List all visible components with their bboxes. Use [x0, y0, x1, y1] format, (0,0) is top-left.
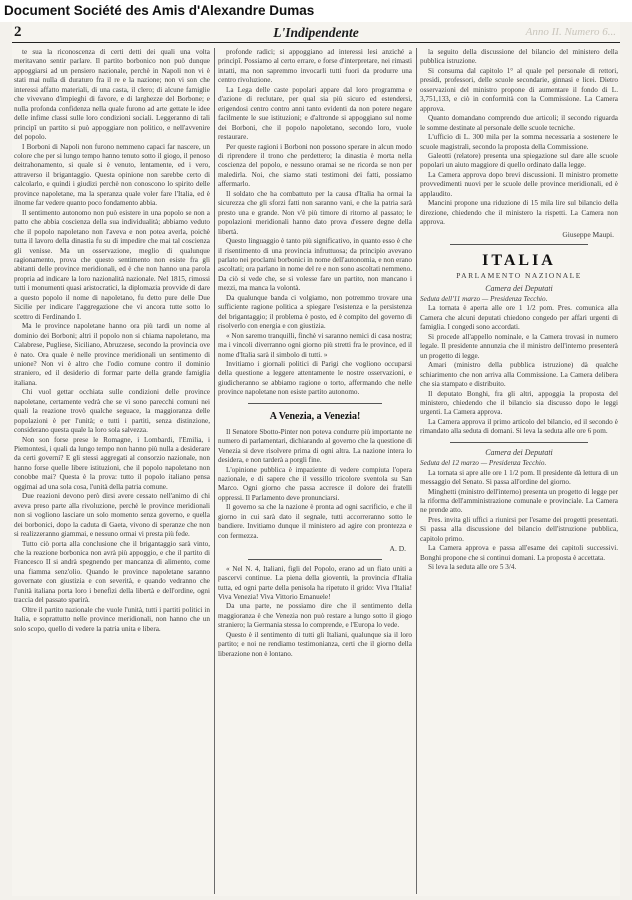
section-subtitle: PARLAMENTO NAZIONALE [456, 271, 582, 281]
col2-paragraph: profonde radici; si appoggiano ad interessi lesi anziché a principî. Possiamo al certo errare, e forse d'interpretare, nei rimasti intatti, ma non sapremmo invocarli tutti fuori da produrre una centro rivoluzione. [218, 48, 412, 85]
sitting-paragraph: Si procede all'appello nominale, e la Camera trovasi in numero legale. Il presidente annunzia che il ministro dell'interno presenterà un progetto di legge. [420, 332, 618, 360]
masthead [12, 24, 620, 43]
col2-paragraph: La Lega delle caste popolari appare dal loro programma e d'azione di reclutare, per qual sia più sicuro ed estendersi, erigendosi centro contro anni tanto evidenti da non potere negare facilmente le sue istituzioni; e d'altronde si appoggiano sul nome dei Borboni, che il popolo napoletano, secondo loro, vuole restaurare. [218, 85, 412, 142]
column-rule-2 [416, 48, 417, 894]
col2-paragraph: Invitiamo i giornali politici di Parigi che vogliono occuparsi della questione a leggere attentamente le nostre osservazioni, e giudicheranno se abbiamo ragione o torto, affermando che nelle province napoletane non esiste partito autonomo. [218, 359, 412, 397]
column-2 [218, 48, 412, 894]
article-paragraph: L'opinione pubblica è impaziente di vedere compiuta l'opera nazionale, e di sapere che il vessillo tricolore sventola su San Marco. Ogni giorno che passa accresce il dolore dei fratelli oppressi. Il Parlamento deve pronunciarsi. [218, 465, 412, 502]
col1-paragraph: Tutto ciò porta alla conclusione che il brigantaggio sarà vinto, che la reazione borbonica non avrà più appoggio, e che il partito di Francesco II si andrà spegnendo per mancanza di alimento, come una fiamma senz'olio. Quando le province napoletane saranno governate con giustizia e con severità, e quando vedranno che l'unità italiana porta loro i benefizi della libertà e dell'ordine, ogni traccia del passato sparirà. [14, 539, 210, 605]
col1-paragraph: I Borboni di Napoli non furono nemmeno capaci far nascere, un colore che per si lungo tempo hanno tenuto sotto il giogo, il penoso deitrahonamento, si quale si è venuto, lentamente, ed i vero, attraverso il brigantaggio. Questa opinione non sarebbe certo di calcolarlo, e quindi i giudizi perchè non conoscono lo spirito delle province napoletane, ma la speranza quale voler fare l'Italia, ed è ilnome far vedere quanto poco fondamento abbia. [14, 142, 210, 208]
page-number: 2 [14, 24, 22, 40]
article-headline: A Venezia, a Venezia! [269, 410, 361, 422]
sitting-paragraph: Minghetti (ministro dell'interno) presenta un progetto di legge per la riforma dell'amministrazione comunale e provinciale. La Camera ne prende atto. [420, 487, 618, 515]
section-title: ITALIA [482, 252, 556, 270]
bleed-through-text: Anno II. Numero 6... [525, 26, 616, 38]
column-3 [420, 48, 618, 894]
sitting-paragraph: La tornata si apre alle ore 1 1/2 pom. Il presidente dà lettura di un messaggio del Senato. Si passa all'ordine del giorno. [420, 468, 618, 487]
column-1 [14, 48, 210, 894]
sitting-line: Seduta del 12 marzo — Presidenza Tecchio. [420, 459, 547, 468]
paper-title: L'Indipendente [273, 25, 359, 40]
col2-paragraph: Da una parte, ne possiamo dire che il sentimento della maggioranza è che Venezia non può restare a lungo sotto il giogo straniero; la Germania stessa lo comprende, e l'Europa lo vede. [218, 602, 412, 630]
article-paragraph: Il Senatore Sbotto-Pinter non poteva condurre più importante ne numero di parlamentari, dichiarando al governo che la questione di Venezia si deve risolvere prima di ogni altra. La nazione intera lo desidera, e non tarderà a porgli fine. [218, 427, 412, 465]
column-rule-1 [214, 48, 215, 894]
col1-paragraph: te sua la riconoscenza di certi detti dei quali una volta meritavano sentir parlare. Il partito borbonico non può dunque appoggiarsi ad un pensiero nazionale, perchè in Napoli non vi è stati mai nulla di duraturo fra il re e la nazione; non vi son che interessi affatto materiali, di una casta, il clero; di alcune famiglie che vivevano d'impieghi di favore, e di larghezze del Borbone; e nulla profonda confidenza nella quale furono ad arte gettate le idee delle infime classi sulle loro condizioni sociali. Leggeranno di tali principî un partito si può appoggiare non politico, e nell'avvenire del popolo. [14, 48, 210, 142]
sitting-paragraph: Amari (ministro della pubblica istruzione) dà qualche schiarimento che non arriva alla Commissione. La Camera delibera che sia stampato e distribuito. [420, 361, 618, 389]
col3-paragraph: Si consuma dal capitolo 1° al quale pel personale di rettori, presidi, professori, delle scuole secondarie, ginnasi e licei. Dietro osservazioni del ministro propone di aumentare il fondo di L. 3,751,133, e ciò in conformità con la Commissione. La Camera approva. [420, 66, 618, 113]
section-divider [450, 442, 588, 443]
col3-paragraph: Galeotti (relatore) presenta una spiegazione sul dare alle scuole popolari un aiuto maggiore di quello ordinato dalla legge. [420, 151, 618, 170]
col1-paragraph: Non son forse prese le Romagne, i Lombardi, l'Emilia, i Piemontesi, i quali da lungo tempo non hanno più nulla a desiderare da certi governi? E gli stessi aggregati al consorzio nazionale, non hanno forse quelle libere istituzioni, che il popolo napoletano non conobbe mai? Questa è la prova: tutto il popolo italiano pensa oggimai ad una sola cosa, l'unità della patria comune. [14, 435, 210, 491]
sitting-line: Seduta dell'11 marzo — Presidenza Tecchio. [420, 294, 548, 303]
col3-paragraph: la seguito della discussione del bilancio del ministero della pubblica istruzione. [420, 48, 618, 66]
col2-paragraph: Questo è il sentimento di tutti gli Italiani, qualunque sia il loro partito; e noi ne rendiamo testimonianza, certi che il giorno della liberazione non è lontano. [218, 630, 412, 658]
column-signature: Giuseppe Maupi. [562, 229, 614, 239]
section-divider [450, 244, 588, 245]
col3-paragraph: La Camera approva dopo brevi discussioni. Il ministro promette provvedimenti nuovi per le scuole delle province meridionali, ed è applaudito. [420, 170, 618, 198]
newspaper-page [12, 22, 620, 896]
col2-paragraph: « Nel N. 4, Italiani, figli del Popolo, erano ad un fiato uniti a pascervi continue. La piena della gioventù, la provincia d'Italia tutta, ed ogni parte della penisola ha ripetuto il grido: Viva l'Italia! Viva Venezia! Viva Vittorio Emanuele! [218, 564, 412, 602]
section-divider [248, 559, 382, 560]
sitting-paragraph: La Camera approva il primo articolo del bilancio, ed il secondo è rimandato alla seduta di domani. Si leva la seduta alle ore 6 pom. [420, 417, 618, 436]
document-banner: Document Société des Amis d'Alexandre Dumas [0, 0, 632, 22]
section-divider [248, 403, 382, 404]
col2-paragraph: Questo linguaggio è tanto più significativo, in quanto esso è che il risentimento di una provincia infruttuosa; da principio avevano parlato nei proclami borbonici in nome dell'autonomia, e non erano ascoltati; ora parlano in nome del re e non sono ascoltati nemmeno. Da ciò si vede che, se si volesse fare un partito, non mancano i mezzi, ma manca la volontà. [218, 237, 412, 293]
col3-paragraph: Mancini propone una riduzione di 15 mila lire sul bilancio della direzione, chiedendo che il ministero la rispetti. La Camera non approva. [420, 199, 618, 227]
sitting-paragraph: Si leva la seduta alle ore 5 3/4. [428, 563, 517, 572]
article-signature: A. D. [389, 544, 406, 554]
chamber-heading: Camera dei Deputati [485, 283, 553, 293]
col3-paragraph: L'ufficio di L. 300 mila per la somma necessaria a sostenere le scuole magistrali, secondo la proposta della Commissione. [420, 133, 618, 151]
col3-paragraph: Quanto domandano comprendo due articoli; il secondo riguarda le somme destinate al personale delle scuole tecniche. [420, 114, 618, 132]
col2-paragraph: Il soldato che ha combattuto per la causa d'Italia ha ormai la sicurezza che gli sforzi fatti non saranno vani, e che la patria sarà presto una e grande. Non v'è più timore di ritorno al passato; le popolazioni meridionali hanno dato prova d'essere degne della libertà. [218, 189, 412, 236]
chamber-heading: Camera dei Deputati [485, 447, 553, 457]
sitting-paragraph: Pres. invita gli uffici a riunirsi per l'esame dei progetti presentati. Si passa alla discussione del bilancio dell'istruzione pubblica, capitolo primo. [420, 515, 618, 543]
col2-paragraph: Per queste ragioni i Borboni non possono sperare in alcun modo di riprendere il trono che perdettero; la dinastia è morta nella coscienza del popolo, e nessuno oramai se ne ricorda se non per maledirla. Noi, che siamo stati testimoni dei fatti, possiamo affermarlo. [218, 142, 412, 189]
col1-paragraph: Oltre il partito nazionale che vuole l'unità, tutti i partiti politici in Italia, e soprattutto nelle province meridionali, non hanno che un solo scopo, quello di vedere la patria unita e libera. [14, 605, 210, 633]
col1-paragraph: Il sentimento autonomo non può esistere in una popolo se non a patto che abbia coscienza della sua individualità; abbiamo veduto che il popolo napoletano non l'aveva e non potea averla, poichè tutta il lavoro della dinastia fu su di impedire che mai tal coscienza gli venisse. Ma un osservazione, meglio di qualunque ragionamento, prova che questo sentimento non esiste fra gli abitanti delle province meridionali, ed è che non hanno una parola propria ad indicare la loro nazionalità nazionale. Nel 1815, rimossi tutti i monumenti quasi aristocratici, la diplomazia provvide di dare a questo popolo il nome di napoletano, fu detto pure delle Due Sicilie per indicare l'aggregazione che vi ancora tutte sotto lo scettro di Ferdinando I. [14, 208, 210, 321]
col1-paragraph: Ma le province napoletane hanno ora più tardi un nome al dominio dei Borboni; altri il popolo non si chiama napoletano, ma Calabrese, Pugliese, Siciliano, Abruzzese, secondo la provincia ove è nato. Ora quale è nelle province meridionali un sentimento di unione? Non vi è altro che l'odio comune contro il dominio straniero, ed il desiderio di formar parte della grande famiglia italiana. [14, 322, 210, 387]
col2-paragraph: « Non saremo tranquilli, finchè vi saranno nemici di casa nostra; ma i vincoli diverranno ogni giorno più stretti fra le province, ed il nome d'Italia sarà il simbolo di tutti. » [218, 331, 412, 359]
sitting-paragraph: Il deputato Bonghi, fra gli altri, appoggia la proposta del ministero, chiedendo che il bilancio sia discusso dopo le leggi urgenti. La Camera approva. [420, 389, 618, 417]
sitting-paragraph: La Camera approva e passa all'esame dei capitoli successivi. Bonghi propone che si continui domani. La proposta è accettata. [420, 544, 618, 562]
article-paragraph: Il governo sa che la nazione è pronta ad ogni sacrificio, e che il giorno in cui sarà dato il segnale, tutti accorreranno sotto le bandiere. Invitiamo dunque il ministero ad agire con prontezza e con fermezza. [218, 503, 412, 540]
col1-paragraph: Chi vuol gettar occhiata sulle condizioni delle province napoletane, certamente vedrà che se vi sono parecchi comuni nei quali la reazione trovò qualche seguace, la maggioranza delle popolazioni è per l'unità; e tutti i partiti, senza distinzione, considerano questa quale la loro sola salvezza. [14, 388, 210, 435]
col1-paragraph: Due reazioni devono però dirsi avere cessato nell'animo di chi aveva preso parte alla rivoluzione, perchè le province meridionali non si vogliono lasciare un solo momento senza governo, e quella dei borbonici, dopo la caduta di Gaeta, vivono di speranze che non si realizzeranno giammai, e nessuno ormai vi presta più fede. [14, 492, 210, 539]
col2-paragraph: Da qualunque banda ci volgiamo, non potremmo trovare una sufficiente ragione politica a spiegare l'esistenza e la persistenza del brigantaggio; il problema è posto, ed è compito del governo di risolverlo con energia e con giustizia. [218, 293, 412, 331]
sitting-paragraph: La tornata è aperta alle ore 1 1/2 pom. Pres. comunica alla Camera che alcuni deputati chiedono congedo per affari urgenti di famiglia. I congedi sono accordati. [420, 304, 618, 332]
